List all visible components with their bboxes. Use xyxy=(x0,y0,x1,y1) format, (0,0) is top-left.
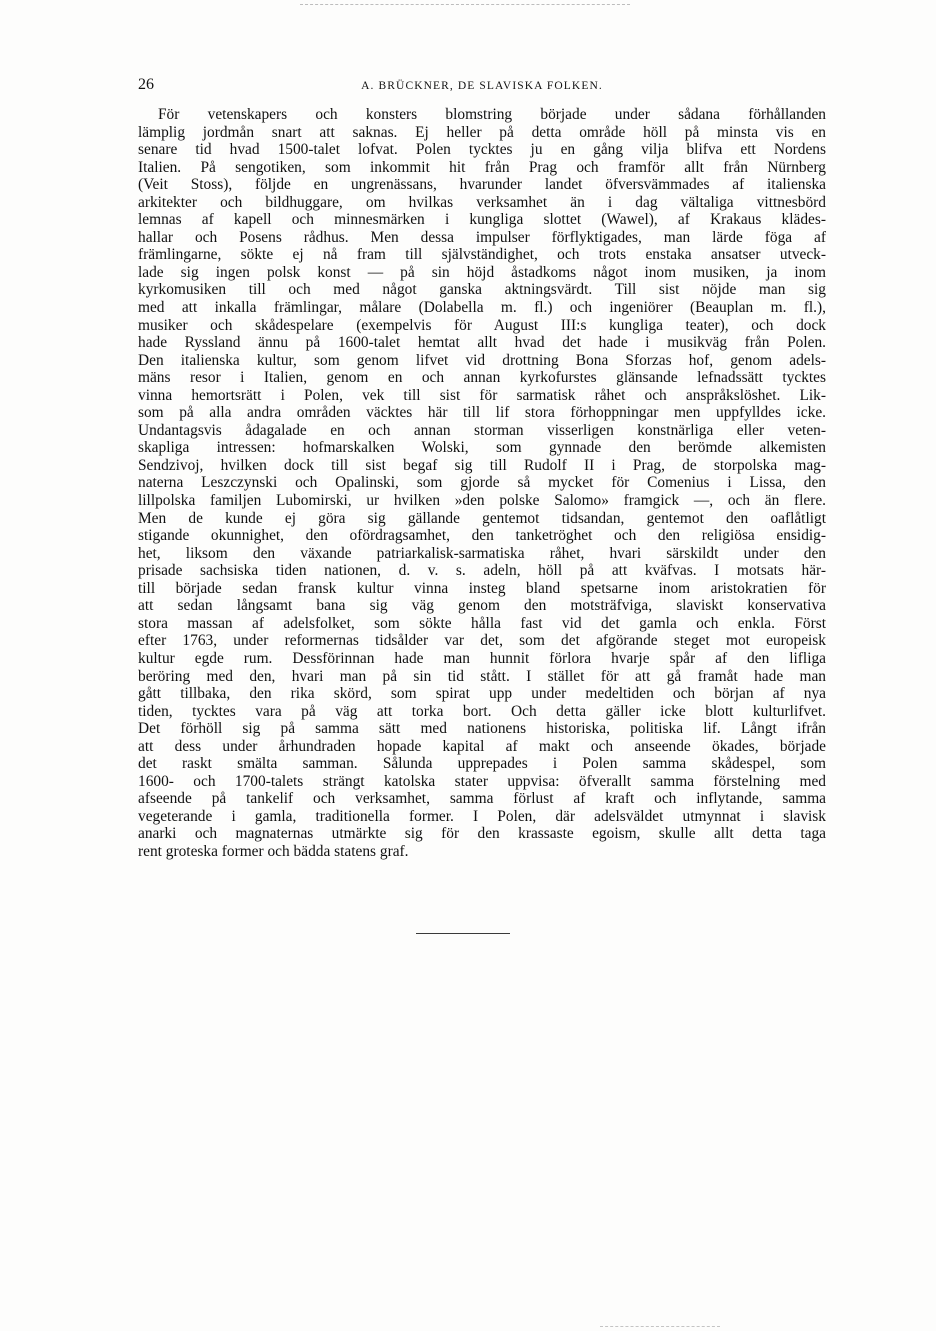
text-line: att sedan långsamt bana sig väg genom den motsträfviga, slaviskt konservativa xyxy=(138,597,826,615)
text-line: naterna Leszczynski och Opalinski, som gjorde så mycket för Comenius i Lissa, den xyxy=(138,474,826,492)
text-line: mäns resor i Italien, genom en och annan kyrkofurstes glänsande lefnadssätt tycktes xyxy=(138,369,826,387)
text-line: senare tid hvad 1500-talet lofvat. Polen tycktes ju en gång vilja blifva ett Nordens xyxy=(138,141,826,159)
text-line: musiker och skådespelare (exempelvis för August III:s kungliga teater), och dock xyxy=(138,316,826,334)
text-line: kultur egde rum. Dessförinnan hade man hunnit förlora hvarje spår af den lifliga xyxy=(138,649,826,667)
text-line: främlingarne, sökte ej nå fram till självständighet, och trots enstaka ansatser utveck- xyxy=(138,246,826,264)
text-line: arkitekter och bildhuggare, om hvilkas verksamhet än i dag vältaliga vittnesbörd xyxy=(138,193,826,211)
text-line: anarki och magnaternas utmärkte sig för den krassaste egoism, skulle allt detta taga xyxy=(138,825,826,843)
text-line: lämplig jordmån snart att saknas. Ej heller på detta område höll på minsta vis en xyxy=(138,123,826,141)
text-line: med att inkalla främlingar, målare (Dolabella m. fl.) och ingeniörer (Beauplan m. fl.), xyxy=(138,299,826,317)
text-line: prisade sachsiska tiden nationen, d. v. s. adeln, höll på att kväfvas. I motsats här- xyxy=(138,562,826,580)
text-line: skapliga intressen: hofmarskalken Wolski, som gynnade den berömde alkemisten xyxy=(138,439,826,457)
section-end-rule xyxy=(416,933,510,934)
text-line: Undantagsvis ådagalade en och annan storman visserligen konstnärliga eller veten- xyxy=(138,421,826,439)
scan-top-edge-rule xyxy=(300,4,630,5)
text-line: Den italienska kultur, som genom lifvet vid drottning Bona Sforzas hof, genom adels- xyxy=(138,351,826,369)
text-line: att dess under århundraden hopade kapital af makt och anseende ökades, började xyxy=(138,737,826,755)
text-line: beröring med den, hvari man på sin tid stått. I stället för att gå framåt hade man xyxy=(138,667,826,685)
text-line: vinna hemortsrätt i Polen, vek till sist för sarmatisk råhet och anspråkslöshet. Lik- xyxy=(138,386,826,404)
text-line: till började sedan fransk kultur vinna insteg bland spetsarne inom aristokratien för xyxy=(138,579,826,597)
text-line: 1600- och 1700-talets strängt katolska stater uppvisa: öfverallt samma förstelning med xyxy=(138,772,826,790)
text-line: lillpolska familjen Lubomirski, ur hvilken »den polske Salomo» framgick —, och än flere. xyxy=(138,492,826,510)
running-head: A. BRÜCKNER, DE SLAVISKA FOLKEN. xyxy=(361,80,603,92)
text-line: Men de kunde ej göra sig gällande gentemot tidsandan, gentemot den oaflåtligt xyxy=(138,509,826,527)
page-number: 26 xyxy=(138,76,154,93)
text-line: gått tillbaka, den rika skörd, som spirat upp under medeltiden och början af nya xyxy=(138,685,826,703)
text-line: afseende på tankelif och verksamhet, samma förlust af kraft och inflytande, samma xyxy=(138,790,826,808)
text-line: kyrkomusiken till och med något ganska aktningsvärdt. Till sist nöjde man sig xyxy=(138,281,826,299)
text-line: het, liksom den växande patriarkalisk-sarmatiska råhet, hvari särskildt under den xyxy=(138,544,826,562)
text-line: (Veit Stoss), följde en ungrenässans, hvarunder landet öfversvämmades af italienska xyxy=(138,176,826,194)
text-line: Sendzivoj, hvilken dock till sist begaf sig till Rudolf II i Prag, de storpolska mag- xyxy=(138,456,826,474)
text-line: tiden, tycktes vara på väg att torka bort. Och detta gäller icke blott kulturlifvet. xyxy=(138,702,826,720)
scan-bottom-edge-rule xyxy=(600,1326,720,1327)
text-line: Det förhöll sig på samma sätt med nationens historiska, politiska lif. Långt ifrån xyxy=(138,720,826,738)
text-line: stigande okunnighet, den ofördragsamhet, den tanketröghet och den religiösa ensidig- xyxy=(138,527,826,545)
text-line: efter 1763, under reformernas tidsålder var det, som det afgörande steget mot europeisk xyxy=(138,632,826,650)
body-paragraph xyxy=(138,106,826,861)
text-line: hallar och Posens rådhus. Men dessa impulser förflyktigades, man lärde föga af xyxy=(138,228,826,246)
text-line: hade Ryssland ännu på 1600-talet hemtat allt hvad det hade i musikväg från Polen. xyxy=(138,334,826,352)
text-line: Italien. På sengotiken, som inkommit hit från Prag och framför allt från Nürnberg xyxy=(138,158,826,176)
text-line: vegeterande i gamla, traditionella former. I Polen, där adelsväldet utmynnat i slavisk xyxy=(138,807,826,825)
text-line: rent groteska former och bädda statens graf. xyxy=(138,842,409,860)
text-line: stora massan af adelsfolket, som sökte hålla fast vid det gamla och enkla. Först xyxy=(138,614,826,632)
text-line: För vetenskapers och konsters blomstring började under sådana förhållanden xyxy=(158,106,826,123)
text-line: som på alla andra områden väcktes här till lif stora förhoppningar men uppfylldes icke. xyxy=(138,404,826,422)
text-line: det raskt smälta samman. Sålunda upprepades i Polen samma skådespel, som xyxy=(138,755,826,773)
page-header xyxy=(138,75,826,97)
text-line: lade sig ingen polsk konst — på sin höjd åstadkoms något inom musiken, ja inom xyxy=(138,263,826,281)
text-line: lemnas af kapell och minnesmärken i kungliga slottet (Wawel), af Krakaus klädes- xyxy=(138,211,826,229)
